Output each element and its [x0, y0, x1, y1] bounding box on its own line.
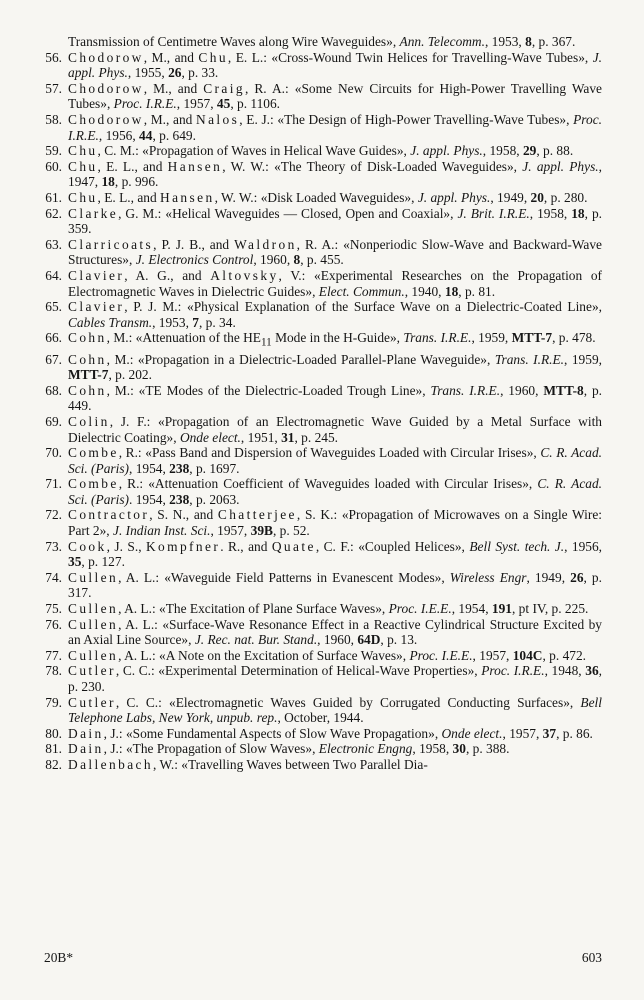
ref-author: Craig: [203, 80, 245, 96]
ref-text: , 1960,: [253, 252, 294, 268]
ref-journal: Onde elect.: [179, 429, 241, 445]
ref-text: , p. 13.: [380, 632, 418, 648]
reference-number: 77.: [45, 647, 62, 663]
ref-author: Cullen: [68, 569, 119, 585]
reference-number: 59.: [45, 143, 62, 159]
ref-text: , 1954,: [129, 460, 170, 476]
ref-text: , 1954,: [451, 601, 492, 617]
ref-text: , p. 359.: [68, 205, 602, 237]
reference-number: 81.: [45, 741, 62, 757]
ref-text: , p. 996.: [114, 174, 159, 190]
ref-text: , 1959,: [564, 351, 602, 367]
ref-text: , 1947,: [68, 158, 602, 190]
reference-number: 75.: [45, 601, 62, 617]
ref-journal: Bell Telephone Labs, New York, unpub. rep.: [68, 694, 602, 726]
ref-volume: 8: [293, 252, 301, 268]
ref-volume: 238: [169, 491, 190, 507]
ref-text: , J. S.,: [106, 538, 146, 554]
ref-text: , A. L.: «Waveguide Field Patterns in Evanescent Modes»,: [118, 569, 450, 585]
ref-text: , C. F.: «Coupled Helices»,: [315, 538, 470, 554]
ref-text: , 1958,: [482, 143, 523, 159]
reference-number: 64.: [45, 267, 62, 283]
ref-journal: Trans. I.R.E.: [403, 330, 472, 346]
ref-author: Nalos: [196, 111, 240, 127]
ref-journal: Trans. I.R.E.: [430, 382, 501, 398]
reference-entry: [24, 726, 602, 742]
ref-text: , p. 230.: [68, 663, 603, 695]
reference-entry: [24, 330, 602, 351]
reference-number: 71.: [45, 476, 62, 492]
reference-number: 56.: [45, 49, 62, 65]
ref-author: Cohn: [68, 330, 107, 346]
ref-text: , M.: «Propagation in a Dielectric-Loaded Parallel-Plane Waveguide»,: [106, 351, 495, 367]
ref-text: Transmission of Centimetre Waves along Wire Waveguides»,: [68, 34, 400, 49]
ref-text: . R., and: [220, 538, 272, 554]
ref-journal: Wireless Engr: [449, 569, 527, 585]
ref-author: Cullen: [68, 647, 119, 663]
ref-author: Clavier: [68, 299, 125, 315]
ref-author: Hansen: [160, 189, 215, 205]
ref-text: , E. L., and: [97, 158, 168, 174]
ref-text: , 1956,: [564, 538, 603, 554]
ref-author: Chu: [198, 49, 228, 65]
ref-author: Dain: [68, 725, 104, 741]
ref-author: Chodorow: [68, 80, 144, 96]
ref-text: , E. L.: «Cross-Wound Twin Helices for Travelling-Wave Tubes»,: [227, 49, 593, 65]
ref-journal: Proc. I.E.E.: [409, 647, 473, 663]
ref-text: , 1953,: [484, 34, 526, 49]
ref-journal: J. Electronics Control: [135, 252, 254, 268]
reference-entry: [24, 695, 602, 726]
ref-text: , W. W.: «Disk Loaded Waveguides»,: [214, 189, 418, 205]
reference-number: 66.: [45, 330, 62, 346]
ref-author: Chatterjee: [217, 507, 297, 523]
ref-text: , P. J. B., and: [153, 236, 235, 252]
ref-volume: 64D: [357, 632, 381, 648]
ref-text: , 1949,: [526, 569, 571, 585]
reference-entry: [24, 648, 602, 664]
ref-text: , E. J.: «The Design of High-Power Travelling-Wave Tubes»,: [239, 111, 574, 127]
reference-entry: [24, 741, 602, 757]
ref-journal: Elect. Commun.: [318, 283, 405, 299]
ref-subscript: 11: [260, 336, 272, 349]
ref-author: Clarke: [68, 205, 119, 221]
page-number: 603: [581, 950, 602, 965]
ref-author: Chu: [68, 158, 98, 174]
reference-number: 68.: [45, 382, 62, 398]
reference-entry: [24, 50, 602, 81]
ref-author: Kompfner: [145, 538, 221, 554]
ref-author: Dain: [68, 741, 104, 757]
ref-volume: 36: [585, 663, 599, 679]
reference-number: 65.: [45, 299, 62, 315]
reference-entry: [24, 352, 602, 383]
ref-journal: J. Rec. nat. Bur. Stand.: [194, 632, 318, 648]
ref-journal: Cables Transm.: [68, 314, 153, 330]
ref-text: , 1957,: [472, 647, 513, 663]
reference-number: 57.: [45, 80, 62, 96]
ref-author: Cullen: [68, 616, 119, 632]
ref-text: , p. 88.: [536, 143, 574, 159]
ref-volume: MTT-7: [511, 330, 553, 346]
ref-author: Altovsky: [210, 267, 279, 283]
ref-text: , W.: «Travelling Waves between Two Parallel Dia-: [152, 756, 428, 772]
ref-journal: C. R. Acad. Sci. (Paris): [68, 445, 602, 476]
ref-text: , p. 649.: [152, 127, 196, 143]
ref-volume: 8: [525, 34, 532, 49]
reference-entry: [24, 159, 602, 190]
ref-text: , 1953,: [152, 314, 193, 330]
ref-text: , J.: «The Propagation of Slow Waves»,: [103, 741, 319, 757]
ref-journal: Bell Syst. tech. J.: [469, 538, 565, 554]
ref-author: Cutler: [68, 663, 116, 679]
ref-text: , A. L.: «A Note on the Excitation of Surface Waves»,: [118, 647, 410, 663]
ref-text: , A. L.: «The Excitation of Plane Surface Waves»,: [118, 601, 389, 617]
ref-text: , p. 33.: [181, 65, 219, 81]
ref-text: , 1960,: [500, 382, 544, 398]
ref-text: , 1940,: [404, 283, 445, 299]
ref-author: Cutler: [68, 694, 116, 710]
ref-volume: 39B: [250, 523, 273, 539]
reference-entry: [24, 757, 602, 773]
ref-text: , R. A.: «Some New Circuits for High-Power Travelling Wave Tubes»,: [68, 80, 602, 112]
reference-entry: [24, 34, 602, 50]
ref-volume: 20: [530, 189, 544, 205]
ref-journal: Electronic Engng: [318, 741, 413, 757]
ref-text: , G. M.: «Helical Waveguides — Closed, Open and Coaxial»,: [118, 205, 458, 221]
ref-author: Waldron: [234, 236, 297, 252]
ref-author: Dallenbach: [68, 756, 153, 772]
ref-volume: 29: [522, 143, 537, 159]
reference-number: 63.: [45, 236, 62, 252]
ref-text: , 1951,: [240, 429, 282, 445]
ref-author: Clarricoats: [68, 236, 154, 252]
reference-entry: [24, 383, 602, 414]
ref-journal: J. appl. Phys.: [410, 143, 483, 159]
ref-text: , 1957,: [176, 96, 217, 112]
ref-text: , 1956,: [98, 127, 140, 143]
ref-text: , pt IV, p. 225.: [511, 601, 589, 617]
ref-journal: Ann. Telecomm.: [399, 34, 485, 49]
ref-volume: 104C: [512, 647, 543, 663]
ref-author: Cohn: [68, 351, 107, 367]
ref-volume: 18: [571, 205, 585, 221]
ref-text: , M.: «Attenuation of the HE: [106, 330, 261, 346]
ref-text: , p. 2063.: [189, 491, 240, 507]
ref-text: , p. 34.: [198, 314, 236, 330]
ref-author: Clavier: [68, 267, 125, 283]
ref-text: Mode in the H-Guide»,: [271, 330, 404, 346]
ref-text: , C. C.: «Electromagnetic Waves Guided by Corrugated Conducting Surfaces»,: [115, 694, 581, 710]
ref-volume: 238: [169, 460, 190, 476]
reference-entry: [24, 476, 602, 507]
reference-entry: [24, 663, 602, 694]
ref-text: , 1955,: [127, 65, 169, 81]
reference-entry: [24, 570, 602, 601]
ref-text: , S. N., and: [149, 507, 218, 523]
reference-number: 69.: [45, 413, 62, 429]
ref-author: Chodorow: [68, 49, 144, 65]
ref-journal: J. appl. Phys.: [417, 189, 491, 205]
ref-text: , A. L.: «Surface-Wave Resonance Effect in a Reactive Cylindrical Structure Excited by an Axial Line Source»,: [68, 616, 602, 648]
reference-number: 74.: [45, 569, 62, 585]
ref-author: Combe: [68, 476, 119, 492]
reference-number: 82.: [45, 756, 62, 772]
ref-journal: Proc. I.R.E.: [481, 663, 545, 679]
reference-number: 60.: [45, 158, 62, 174]
ref-text: , R.: «Attenuation Coefficient of Waveguides loaded with Circular Irises»,: [118, 476, 538, 492]
ref-text: , p. 245.: [294, 429, 339, 445]
ref-volume: 35: [68, 554, 82, 570]
ref-volume: 44: [139, 127, 153, 143]
reference-entry: [24, 299, 602, 330]
ref-text: , P. J. M.: «Physical Explanation of the Surface Wave on a Dielectric-Coated Line»,: [124, 299, 602, 315]
ref-volume: 31: [281, 429, 295, 445]
ref-text: , p. 449.: [68, 382, 603, 414]
ref-text: , A. G., and: [124, 267, 211, 283]
ref-text: , October, 1944.: [277, 710, 364, 726]
ref-text: , p. 280.: [543, 189, 588, 205]
ref-text: , p. 1106.: [230, 96, 281, 112]
ref-text: , R. A.: «Nonperiodic Slow-Wave and Backward-Wave Structures»,: [68, 236, 602, 268]
ref-author: Chu: [68, 143, 98, 159]
ref-author: Cohn: [68, 382, 107, 398]
ref-volume: 26: [570, 569, 584, 585]
reference-number: 78.: [45, 663, 62, 679]
ref-journal: Trans. I.R.E.: [494, 351, 565, 367]
ref-author: Hansen: [167, 158, 223, 174]
ref-text: . 1954,: [129, 491, 170, 507]
ref-volume: MTT-8: [543, 382, 584, 398]
reference-entry: [24, 507, 602, 538]
ref-journal: J. Brit. I.R.E.: [457, 205, 530, 221]
reference-entry: [24, 268, 602, 299]
ref-author: Colin: [68, 413, 110, 429]
ref-text: , p. 455.: [300, 252, 344, 268]
ref-text: , p. 367.: [531, 34, 576, 49]
ref-volume: 26: [168, 65, 182, 81]
ref-text: , E. L., and: [97, 189, 161, 205]
ref-journal: J. Indian Inst. Sci.: [113, 523, 211, 539]
ref-text: , 1958,: [529, 205, 572, 221]
ref-text: , p. 478.: [552, 330, 596, 346]
reference-entry: [24, 206, 602, 237]
ref-journal: C. R. Acad. Sci. (Paris): [68, 476, 602, 507]
reference-number: 70.: [45, 445, 62, 461]
ref-text: , p. 86.: [556, 725, 593, 741]
reference-entry: [24, 112, 602, 143]
reference-number: 72.: [45, 507, 62, 523]
ref-journal: Proc. I.R.E.: [113, 96, 177, 112]
ref-text: , M., and: [143, 111, 197, 127]
ref-volume: 7: [192, 314, 199, 330]
reference-entry: [24, 617, 602, 648]
reference-entry: [24, 143, 602, 159]
ref-author: Chodorow: [68, 111, 144, 127]
ref-volume: 18: [101, 174, 115, 190]
ref-text: , p. 388.: [465, 741, 510, 757]
ref-text: , p. 202.: [108, 367, 152, 383]
ref-journal: Proc. I.R.E.: [68, 111, 602, 143]
reference-entry: [24, 414, 602, 445]
reference-number: 61.: [45, 189, 62, 205]
ref-text: , 1957,: [502, 725, 543, 741]
reference-list: [24, 34, 602, 773]
ref-author: Quate: [271, 538, 316, 554]
reference-entry: [24, 601, 602, 617]
ref-text: , C. M.: «Propagation of Waves in Helical Wave Guides»,: [97, 143, 411, 159]
ref-volume: 37: [542, 725, 557, 741]
reference-number: 76.: [45, 616, 62, 632]
reference-number: 80.: [45, 725, 62, 741]
ref-text: , p. 1697.: [189, 460, 240, 476]
reference-entry: [24, 237, 602, 268]
ref-text: , 1958,: [412, 741, 453, 757]
reference-number: 79.: [45, 694, 62, 710]
ref-text: , W. W.: «The Theory of Disk-Loaded Waveguides»,: [222, 158, 523, 174]
ref-journal: J. appl. Phys.: [522, 158, 599, 174]
ref-author: Cullen: [68, 601, 119, 617]
ref-author: Cook: [68, 538, 107, 554]
ref-text: , p. 127.: [81, 554, 125, 570]
ref-text: , J.: «Some Fundamental Aspects of Slow Wave Propagation»,: [103, 725, 442, 741]
ref-author: Combe: [68, 445, 119, 461]
ref-text: , p. 472.: [542, 647, 587, 663]
ref-journal: Onde elect.: [441, 725, 503, 741]
printer-signature: 20B*: [44, 950, 74, 965]
ref-volume: 45: [216, 96, 231, 112]
ref-text: , R.: «Pass Band and Dispersion of Waveguides Loaded with Circular Irises»,: [118, 445, 541, 461]
ref-text: , C. C.: «Experimental Determination of Helical-Wave Properties»,: [115, 663, 482, 679]
reference-number: 58.: [45, 111, 62, 127]
reference-entry: [24, 190, 602, 206]
ref-text: , M., and: [143, 80, 204, 96]
ref-author: Chu: [68, 189, 98, 205]
ref-text: , V.: «Experimental Researches on the Propagation of Electromagnetic Waves in Dielectric Guides»,: [68, 267, 603, 299]
reference-entry: [24, 81, 602, 112]
ref-text: , 1959,: [471, 330, 512, 346]
ref-author: Contractor: [68, 507, 150, 523]
ref-journal: J. appl. Phys.: [68, 49, 602, 81]
ref-volume: 18: [444, 283, 459, 299]
ref-volume: 30: [452, 741, 466, 757]
ref-text: , 1949,: [490, 189, 531, 205]
ref-text: , S. K.: «Propagation of Microwaves on a Single Wire: Part 2»,: [68, 507, 602, 539]
ref-journal: Proc. I.E.E.: [388, 601, 452, 617]
ref-text: , p. 52.: [272, 523, 310, 539]
ref-text: , 1957,: [210, 523, 251, 539]
reference-number: 73.: [45, 538, 62, 554]
reference-number: 62.: [45, 205, 62, 221]
ref-text: , M., and: [143, 49, 199, 65]
ref-text: , p. 317.: [68, 569, 602, 601]
ref-text: , J. F.: «Propagation of an Electromagnetic Wave Guided by a Metal Surface with Dielectric Coating»,: [68, 413, 602, 445]
reference-entry: [24, 539, 602, 570]
ref-text: , p. 81.: [458, 283, 496, 299]
ref-volume: MTT-7: [68, 367, 109, 383]
reference-entry: [24, 445, 602, 476]
ref-text: , M.: «TE Modes of the Dielectric-Loaded Trough Line»,: [106, 382, 431, 398]
ref-text: , 1960,: [317, 632, 358, 648]
reference-number: 67.: [45, 351, 62, 367]
ref-volume: 191: [491, 601, 512, 617]
ref-text: , 1948,: [544, 663, 586, 679]
